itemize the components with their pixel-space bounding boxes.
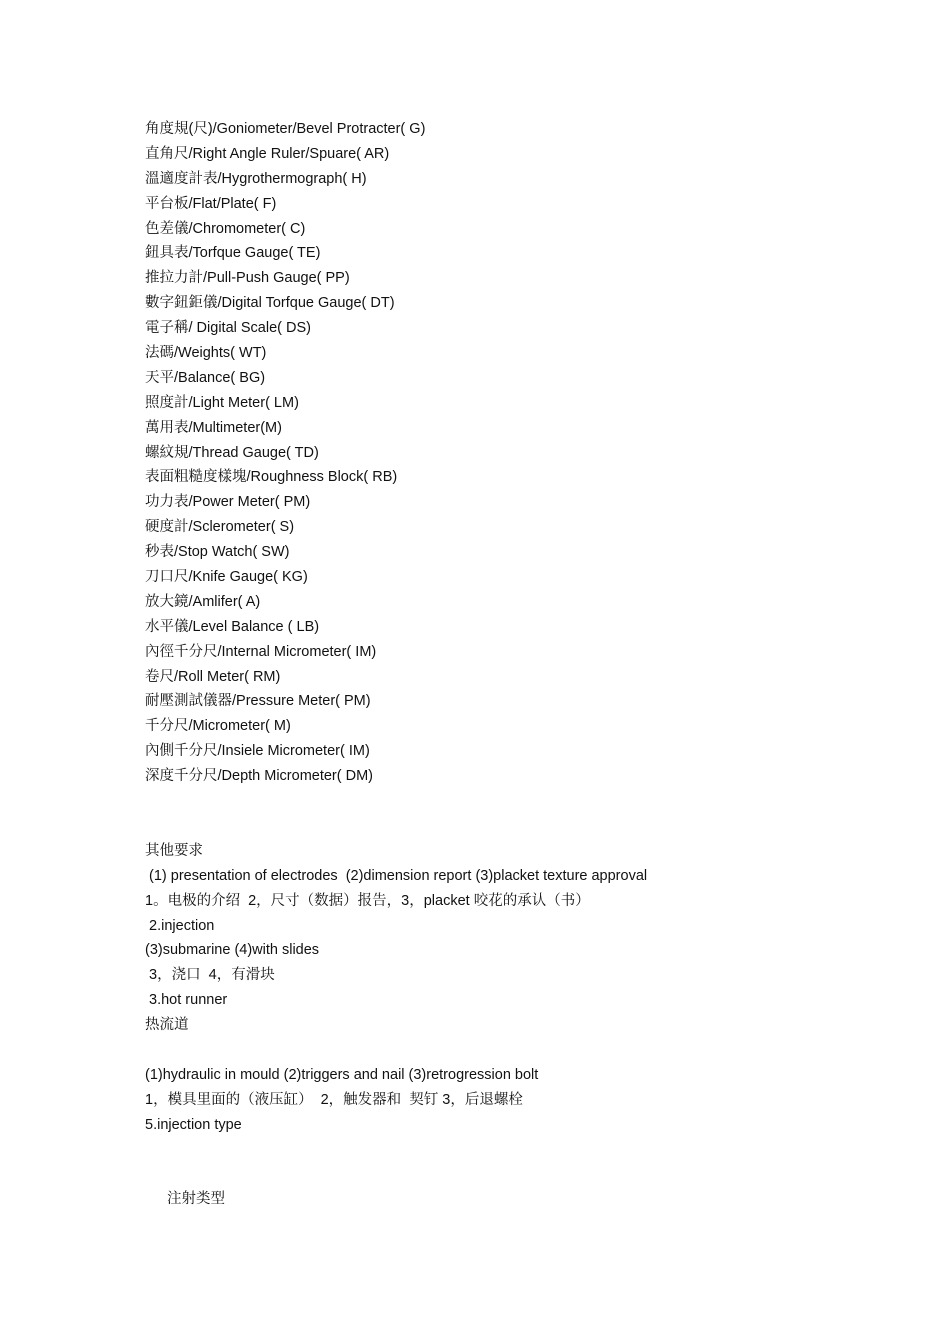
instrument-item: 角度規(尺)/Goniometer/Bevel Protracter( G) bbox=[145, 121, 426, 137]
instrument-item: 鈕具表/Torfque Gauge( TE) bbox=[145, 245, 321, 262]
instrument-item: 耐壓測試儀器/Pressure Meter( PM) bbox=[145, 693, 371, 710]
requirement-line: 1，模具里面的（液压缸） 2，触发器和 契钉 3，后退螺栓 bbox=[145, 1091, 523, 1108]
instrument-item: 平台板/Flat/Plate( F) bbox=[145, 195, 277, 212]
instrument-item: 照度計/Light Meter( LM) bbox=[145, 394, 299, 411]
instrument-item: 表面粗糙度樣塊/Roughness Block( RB) bbox=[145, 469, 398, 486]
spacer bbox=[145, 814, 865, 839]
requirement-line: 2.injection bbox=[145, 917, 215, 934]
requirement-line: (3)submarine (4)with slides bbox=[145, 942, 320, 959]
instrument-item: 萬用表/Multimeter(M) bbox=[145, 419, 282, 436]
instrument-item: 刀口尺/Knife Gauge( KG) bbox=[145, 569, 308, 586]
instrument-item: 內側千分尺/Insiele Micrometer( IM) bbox=[145, 743, 370, 760]
instrument-item: 螺紋規/Thread Gauge( TD) bbox=[145, 444, 319, 461]
requirement-line: 3.hot runner bbox=[145, 992, 228, 1009]
instrument-item: 數字鈕鉅儀/Digital Torfque Gauge( DT) bbox=[145, 295, 395, 312]
spacer bbox=[145, 1138, 865, 1163]
instrument-item: 深度千分尺/Depth Micrometer( DM) bbox=[145, 768, 373, 785]
requirement-line: 热流道 bbox=[145, 1017, 189, 1034]
spacer bbox=[145, 789, 865, 814]
instrument-item: 硬度計/Sclerometer( S) bbox=[145, 519, 295, 536]
requirement-line: 1。电极的介绍 2，尺寸（数据）报告，3，placket 咬花的承认（书） bbox=[145, 892, 590, 909]
instrument-item: 千分尺/Micrometer( M) bbox=[145, 718, 291, 735]
instrument-item: 卷尺/Roll Meter( RM) bbox=[145, 668, 281, 685]
other-requirements-section bbox=[145, 839, 865, 1212]
instrument-item: 天平/Balance( BG) bbox=[145, 369, 266, 386]
requirement-line: (1) presentation of electrodes (2)dimension report (3)placket texture approval bbox=[145, 867, 648, 884]
document-page bbox=[145, 117, 865, 1212]
instrument-item: 直角尺/Right Angle Ruler/Spuare( AR) bbox=[145, 145, 390, 162]
instrument-list bbox=[145, 117, 865, 789]
requirement-line: 3，浇口 4，有滑块 bbox=[145, 967, 275, 984]
requirement-line: (1)hydraulic in mould (2)triggers and nail (3)retrogression bolt bbox=[145, 1066, 539, 1083]
instrument-item: 內徑千分尺/Internal Micrometer( IM) bbox=[145, 643, 377, 660]
instrument-item: 電子稱/ Digital Scale( DS) bbox=[145, 320, 311, 337]
instrument-item: 放大鏡/Amlifer( A) bbox=[145, 593, 261, 610]
requirement-line: 注射类型 bbox=[167, 1191, 225, 1208]
instrument-item: 秒表/Stop Watch( SW) bbox=[145, 544, 290, 561]
instrument-item: 水平儀/Level Balance ( LB) bbox=[145, 618, 320, 635]
requirement-line: 5.injection type bbox=[145, 1116, 242, 1133]
instrument-item: 功力表/Power Meter( PM) bbox=[145, 494, 311, 511]
section-heading: 其他要求 bbox=[145, 842, 203, 859]
spacer bbox=[145, 1162, 865, 1187]
spacer bbox=[145, 1038, 865, 1063]
instrument-item: 法碼/Weights( WT) bbox=[145, 345, 267, 362]
instrument-item: 色差儀/Chromometer( C) bbox=[145, 220, 306, 237]
instrument-item: 溫適度計表/Hygrothermograph( H) bbox=[145, 170, 367, 187]
instrument-item: 推拉力計/Pull-Push Gauge( PP) bbox=[145, 270, 350, 287]
